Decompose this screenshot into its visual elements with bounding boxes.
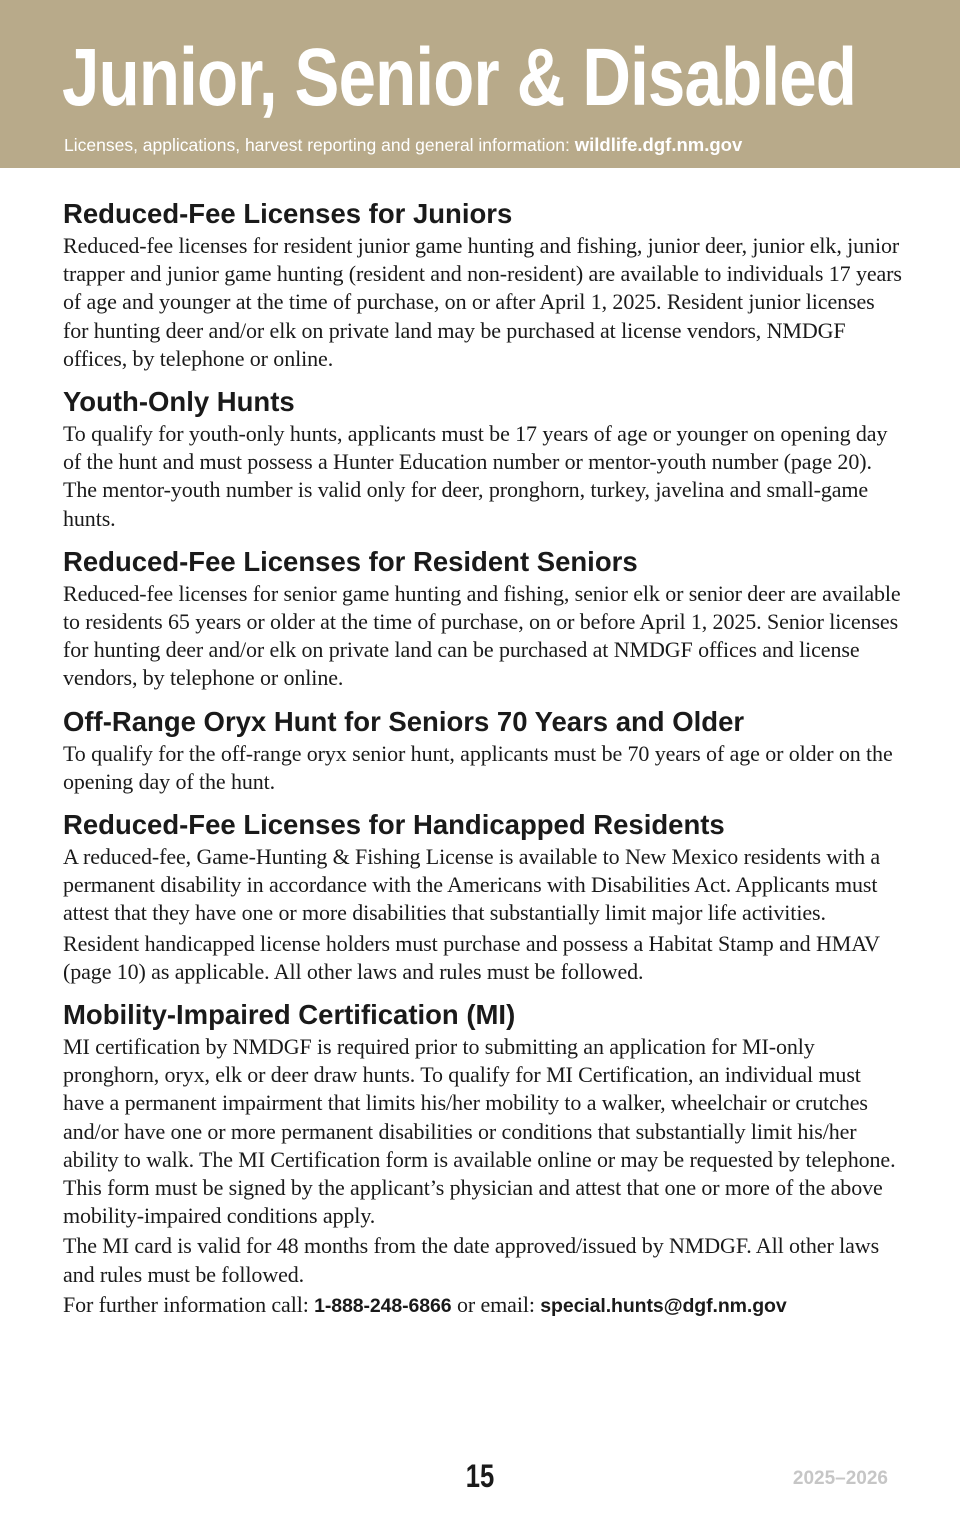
section-oryx-seniors [63, 704, 903, 796]
section-paragraph: To qualify for youth-only hunts, applicants must be 17 years of age or younger on opening day of the hunt and must possess a Hunter Education number or mentor-youth number (page 20). The mentor-youth number is valid only for deer, pronghorn, turkey, javelina and small-game hunts. [63, 421, 888, 531]
section-handicapped-residents [63, 807, 903, 986]
edition-years: 2025–2026 [792, 1468, 888, 1489]
main-content [63, 196, 903, 1331]
section-heading: Mobility-Impaired Certification (MI) [63, 999, 516, 1031]
phone-number[interactable]: 1-888-248-6866 [314, 1294, 452, 1317]
section-paragraph: To qualify for the off-range oryx senior hunt, applicants must be 70 years of age or older on the opening day of the hunt. [63, 740, 893, 794]
contact-line [63, 1291, 903, 1320]
section-heading: Off-Range Oryx Hunt for Seniors 70 Years and Older [63, 705, 745, 737]
section-paragraph: A reduced-fee, Game-Hunting & Fishing License is available to New Mexico residents with a permanent disability in accordance with the Americans with Disabilities Act. Applicants must attest that they have one or more disabilities that substantially limit major life activities. [63, 844, 881, 926]
section-heading: Youth-Only Hunts [63, 386, 295, 418]
section-heading: Reduced-Fee Licenses for Juniors [63, 198, 513, 229]
section-paragraph: Reduced-fee licenses for senior game hunting and fishing, senior elk or senior deer are available to residents 65 years or older at the time of purchase, on or before April 1, 2025. Senior licenses for hunting deer and/or elk on private land can be purchased at NMDGF offices and license vendors, by telephone or online. [63, 580, 901, 691]
header-banner [0, 0, 960, 168]
contact-middle: or email: [451, 1291, 541, 1317]
section-mobility-impaired [63, 997, 903, 1320]
email-link[interactable]: special.hunts@dgf.nm.gov [540, 1294, 787, 1317]
section-paragraph: MI certification by NMDGF is required prior to submitting an application for MI-only pronghorn, oryx, elk or deer draw hunts. To qualify for MI Certification, an individual must have a permanent impairment that limits his/her mobility to a walker, wheelchair or crutches and/or have one or more permanent disabilities or conditions that substantially limit his/her ability to walk. The MI Certification form is available online or may be requested by telephone. This form must be signed by the applicant’s physician and attest that one or more of the above mobility-impaired conditions apply. [63, 1034, 896, 1229]
page-number: 15 [465, 1458, 495, 1494]
section-paragraph: Resident handicapped license holders must purchase and possess a Habitat Stamp and HMAV (page 10) as applicable. All other laws and rules must be followed. [63, 930, 880, 984]
section-resident-seniors [63, 544, 903, 693]
section-heading: Reduced-Fee Licenses for Handicapped Residents [63, 809, 725, 841]
website-link[interactable]: wildlife.dgf.nm.gov [574, 134, 743, 155]
section-heading: Reduced-Fee Licenses for Resident Seniors [63, 545, 638, 577]
page-title: Junior, Senior & Disabled [62, 32, 857, 123]
section-paragraph: Reduced-fee licenses for resident junior game hunting and fishing, junior deer, junior elk, junior trapper and junior game hunting (resident and non-resident) are available to individuals 17 years of age and younger at the time of purchase, on or after April 1, 2025. Resident junior licenses for hunting deer and/or elk on private land may be purchased at license vendors, NMDGF offices, by telephone or online. [63, 233, 902, 371]
contact-prefix: For further information call: [63, 1291, 315, 1317]
header-subtitle [64, 134, 742, 156]
header-subtitle-text: Licenses, applications, harvest reporting and general information: [64, 135, 575, 155]
section-juniors [63, 196, 903, 373]
section-youth-only-hunts [63, 384, 903, 533]
section-paragraph: The MI card is valid for 48 months from the date approved/issued by NMDGF. All other laws and rules must be followed. [63, 1233, 880, 1287]
